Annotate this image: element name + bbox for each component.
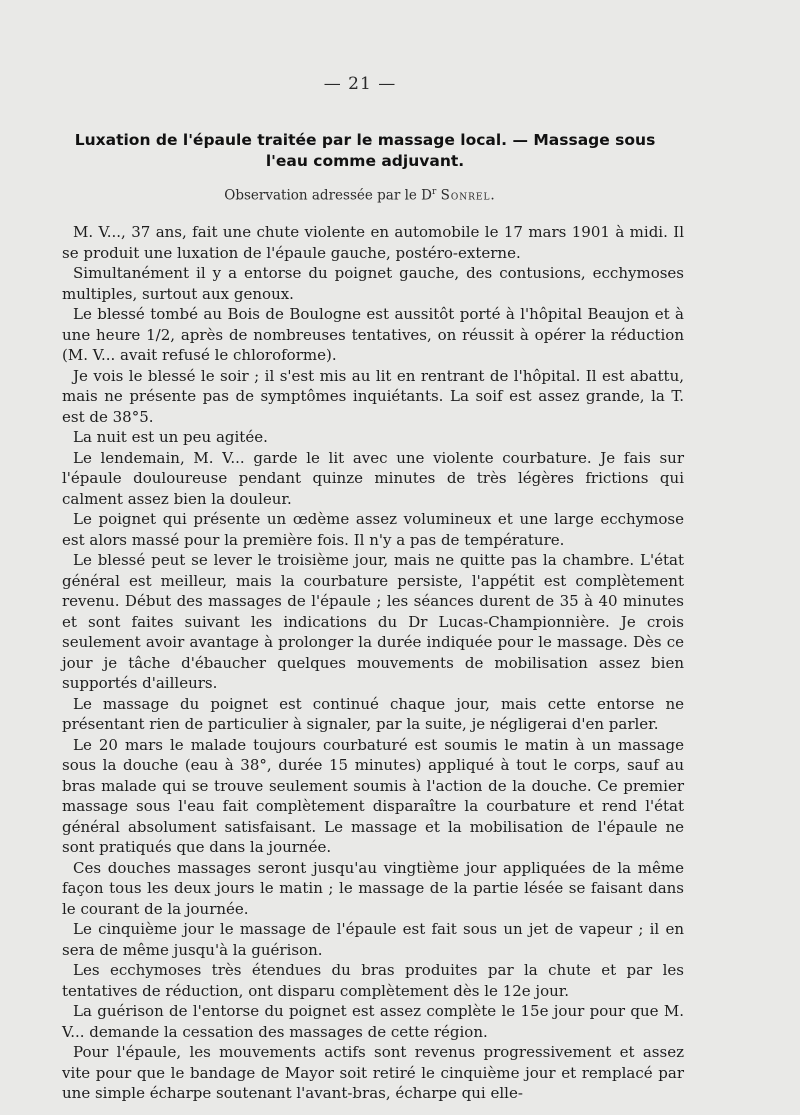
credit-author: Sonrel. [440,187,496,204]
paragraph: Le poignet qui présente un œdème assez volumineux et une large ecchymose est alors massé pour la première fois. Il n'y a pas de température. [62,510,684,549]
credit-sup: r [432,187,437,197]
paragraph: Pour l'épaule, les mouvements actifs sont revenus progressivement et assez vite pour que le bandage de Mayor soit retiré le cinquième jour et remplacé par une simple écharpe soutenant l'avant-bras, écharpe qui elle- [62,1043,684,1102]
credit-prefix: Observation adressée par le D [224,187,432,204]
paragraph: Le massage du poignet est continué chaque jour, mais cette entorse ne présentant rien de particulier à signaler, par la suite, je négligerai d'en parler. [62,694,684,733]
paragraph: M. V..., 37 ans, fait une chute violente en automobile le 17 mars 1901 à midi. Il se produit une luxation de l'épaule gauche, postéro-externe. [62,223,684,262]
paragraph: Le cinquième jour le massage de l'épaule est fait sous un jet de vapeur ; il en sera de même jusqu'à la guérison. [62,920,684,959]
body-text [62,222,684,1104]
paragraph: Simultanément il y a entorse du poignet gauche, des contusions, ecchymoses multiples, surtout aux genoux. [62,264,684,303]
paragraph: La guérison de l'entorse du poignet est assez complète le 15e jour pour que M. V... demande la cessation des massages de cette région. [62,1002,684,1041]
page-number: — 21 — [323,74,397,94]
paragraph: Le 20 mars le malade toujours courbaturé est soumis le matin à un massage sous la douche (eau à 38°, durée 15 minutes) appliqué à tout le corps, sauf au bras malade qui se trouve seulement soumis à l'action de la douche. Ce premier massage sous l'eau fait complètement disparaître la courbature et rend l'état général absolument satisfaisant. Le massage et la mobilisation de l'épaule ne sont pratiqués que dans la journée. [62,735,684,856]
paragraph: Ces douches massages seront jusqu'au vingtième jour appliquées de la même façon tous les deux jours le matin ; le massage de la partie lésée se faisant dans le courant de la journée. [62,858,684,918]
section-title-line-1: Luxation de l'épaule traitée par le massage local. — Massage sous [74,131,656,149]
paragraph: Le blessé peut se lever le troisième jour, mais ne quitte pas la chambre. L'état général est meilleur, mais la courbature persiste, l'appétit est complètement revenu. Début des massages de l'épaule ; les séances durent de 35 à 40 minutes et sont faites suivant les indications du Dr Lucas-Championnière. Je crois seulement avoir avantage à prolonger la durée indiquée pour le massage. Dès ce jour je tâche d'ébaucher quelques mouvements de mobilisation assez bien supportés d'ailleurs. [62,551,684,692]
paragraph: Je vois le blessé le soir ; il s'est mis au lit en rentrant de l'hôpital. Il est abattu, mais ne présente pas de symptômes inquiétants. La soif est assez grande, la T. est de 38°5. [62,366,684,426]
section-title [40,130,690,172]
observation-credit [0,187,720,204]
paragraph: Les ecchymoses très étendues du bras produites par la chute et par les tentatives de réduction, ont disparu complètement dès le 12e jour. [62,961,684,1000]
paragraph: La nuit est un peu agitée. [73,428,268,446]
paragraph: Le blessé tombé au Bois de Boulogne est aussitôt porté à l'hôpital Beaujon et à une heure 1/2, après de nombreuses tentatives, on réussit à opérer la réduction (M. V... avait refusé le chloroforme). [62,305,684,364]
paragraph: Le lendemain, M. V... garde le lit avec une violente courbature. Je fais sur l'épaule douloureuse pendant quinze minutes de très légères frictions qui calment assez bien la douleur. [62,448,684,508]
section-title-line-2: l'eau comme adjuvant. [265,152,465,170]
